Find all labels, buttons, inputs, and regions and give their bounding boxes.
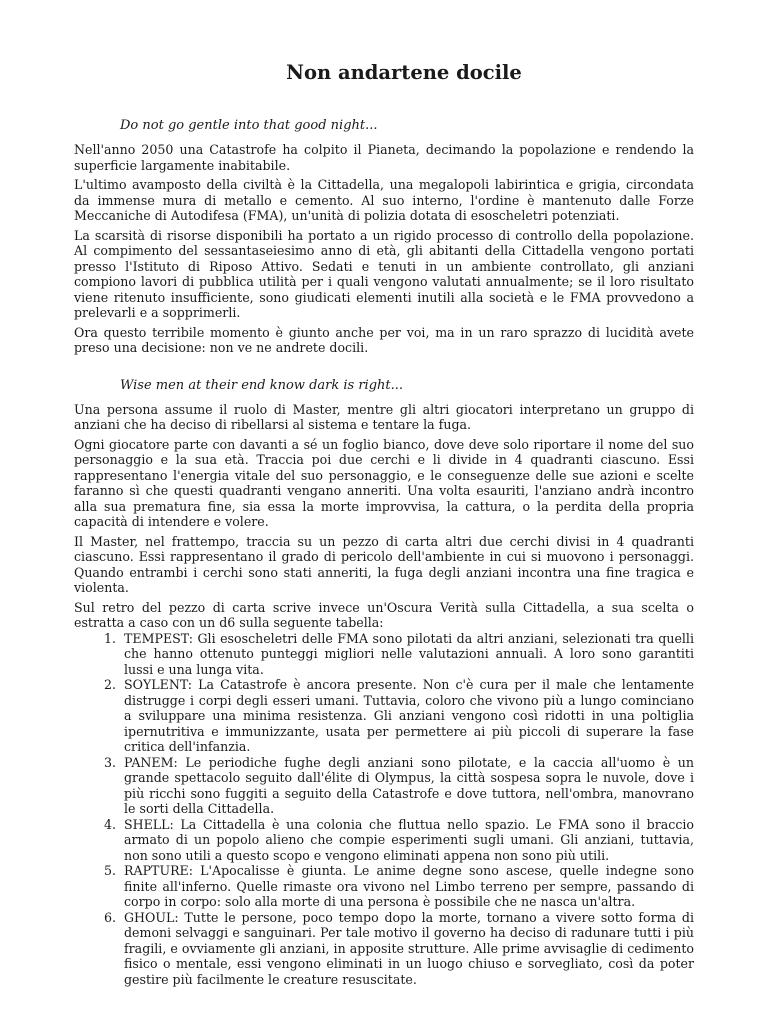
list-item: 3. PANEM: Le periodiche fughe degli anziani sono pilotate, e la caccia all'uomo è un grande spettacolo seguito dall'élite di Olympus, la città sospesa sopra le nuvole, dove i più ricchi sono fuggiti a seguito della Catastrofe e dove tuttora, nell'ombra, manovrano le sorti della Cittadella. <box>120 755 694 817</box>
rules-paragraph: Il Master, nel frattempo, traccia su un pezzo di carta altri due cerchi divisi in 4 quadranti ciascuno. Essi rappresentano il grado di pericolo dell'ambiente in cui si muovono i personaggi. Quando entrambi i cerchi sono stati anneriti, la fuga degli anziani incontra una fine tragica e violenta. <box>74 533 694 595</box>
page-title: Non andartene docile <box>286 61 522 84</box>
dark-truths-list <box>74 631 694 988</box>
intro-paragraph: L'ultimo avamposto della civiltà è la Cittadella, una megalopoli labirintica e grigia, circondata da immense mura di metallo e cemento. Al suo interno, l'ordine è mantenuto dalle Forze Meccaniche di Autodifesa (FMA), un'unità di polizia dotata di esoscheletri potenziati. <box>74 177 694 223</box>
epigraph-first: Do not go gentle into that good night... <box>120 118 378 133</box>
intro-paragraph: La scarsità di risorse disponibili ha portato a un rigido processo di controllo della popolazione. Al compimento del sessantaseiesimo anno di età, gli abitanti della Cittadella vengono portati presso l'Istituto di Riposo Attivo. Sedati e tenuti in un ambiente controllato, gli anziani compiono lavori di pubblica utilità per i quali vengono valutati annualmente; se il loro risultato viene ritenuto insufficiente, sono giudicati elementi inutili alla società e le FMA provvedono a prelevarli e a sopprimerli. <box>74 227 694 320</box>
list-item: 1. TEMPEST: Gli esoscheletri delle FMA sono pilotati da altri anziani, selezionati tra quelli che hanno ottenuto punteggi migliori nelle valutazioni annuali. A loro sono garantiti lussi e una lunga vita. <box>120 631 694 678</box>
document-page <box>74 58 694 987</box>
list-item: 6. GHOUL: Tutte le persone, poco tempo dopo la morte, tornano a vivere sotto forma di demoni selvaggi e sanguinari. Per tale motivo il governo ha deciso di radunare tutti i più fragili, e ovviamente gli anziani, in apposite strutture. Alle prime avvisaglie di cedimento fisico o mentale, essi vengono eliminati in un luogo chiuso e sorvegliato, così da poter gestire più facilmente le creature resuscitate. <box>120 910 694 988</box>
rules-paragraph: Ogni giocatore parte con davanti a sé un foglio bianco, dove deve solo riportare il nome del suo personaggio e la sua età. Traccia poi due cerchi e li divide in 4 quadranti ciascuno. Essi rappresentano l'energia vitale del suo personaggio, e le conseguenze delle sue azioni e scelte faranno sì che questi quadranti vengano anneriti. Una volta esauriti, l'anziano andrà incontro alla sua prematura fine, sia essa la morte improvvisa, la cattura, o la perdita della propria capacità di intendere e volere. <box>74 436 694 529</box>
intro-paragraph: Nell'anno 2050 una Catastrofe ha colpito il Pianeta, decimando la popolazione e rendendo la superficie largamente inabitabile. <box>74 142 694 173</box>
epigraph-second: Wise men at their end know dark is right... <box>120 377 404 393</box>
list-item: 5. RAPTURE: L'Apocalisse è giunta. Le anime degne sono ascese, quelle indegne sono finite all'inferno. Quelle rimaste ora vivono nel Limbo terreno per sempre, passando di corpo in corpo: solo alla morte di una persona è possibile che ne nasca un'altra. <box>120 863 694 910</box>
rules-paragraph: Sul retro del pezzo di carta scrive invece un'Oscura Verità sulla Cittadella, a sua scelta o estratta a caso con un d6 sulla seguente tabella: <box>74 599 694 630</box>
intro-paragraph: Ora questo terribile momento è giunto anche per voi, ma in un raro sprazzo di lucidità avete preso una decisione: non ve ne andrete docili. <box>74 324 694 355</box>
list-item: 4. SHELL: La Cittadella è una colonia che fluttua nello spazio. Le FMA sono il braccio armato di un popolo alieno che compie esperimenti sugli umani. Gli anziani, tuttavia, non sono utili a questo scopo e vengono eliminati appena non sono più utili. <box>120 817 694 864</box>
rules-paragraph: Una persona assume il ruolo di Master, mentre gli altri giocatori interpretano un gruppo di anziani che ha deciso di ribellarsi al sistema e tentare la fuga. <box>74 401 694 432</box>
list-item: 2. SOYLENT: La Catastrofe è ancora presente. Non c'è cura per il male che lentamente distrugge i corpi degli esseri umani. Tuttavia, coloro che vivono più a lungo cominciano a sviluppare una minima resistenza. Gli anziani vengono così ridotti in una poltiglia ipernutritiva e immunizzante, usata per permettere ai più piccoli di superare la fase critica dell'infanzia. <box>120 677 694 755</box>
